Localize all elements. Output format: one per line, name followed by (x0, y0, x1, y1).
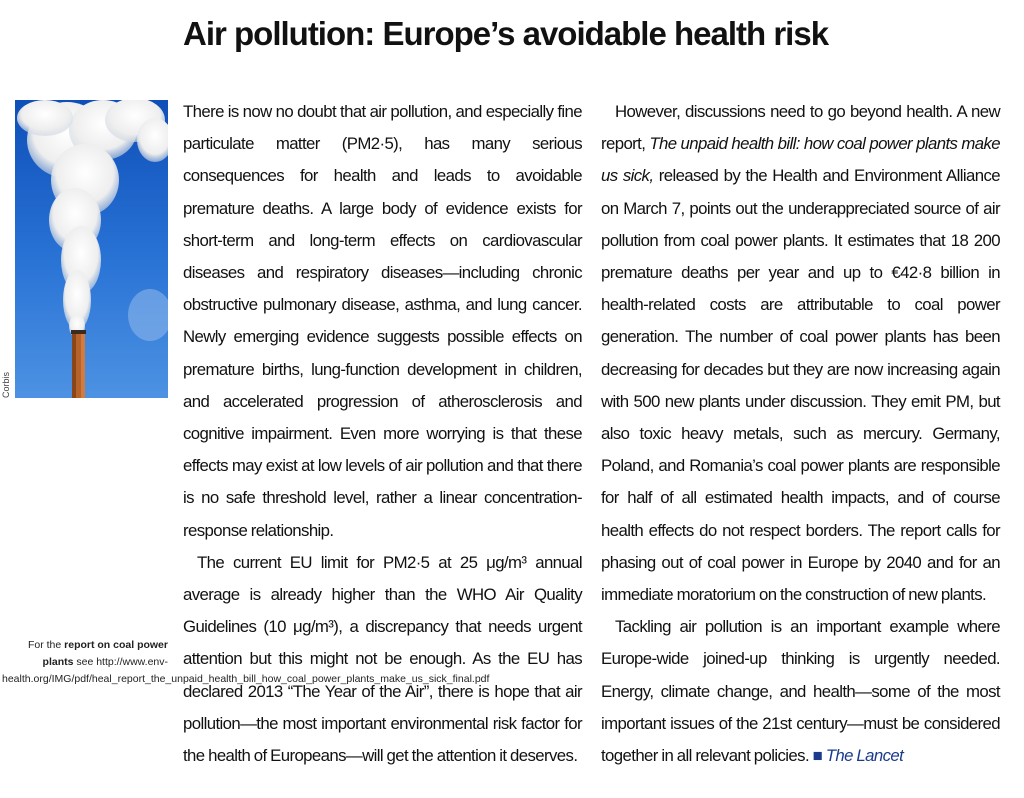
signoff-square-icon: ■ (812, 746, 823, 766)
article-headline: Air pollution: Europe’s avoidable health risk (183, 15, 829, 52)
right-column (601, 96, 1000, 772)
smokestack-photo (15, 100, 168, 398)
signoff (813, 746, 904, 765)
paragraph-text: released by the Health and Environment Alliance on March 7, points out the underappreciated source of air pollution from coal power plants. It estimates that 18 200 premature deaths per year and up to €42·8 billion in health-related costs are attributable to coal power generation. The number of coal power plants has been decreasing for decades but they are now increasing again with 500 new plants under discussion. They emit PM, but also toxic heavy metals, such as mercury. Germany, Poland, and Romania’s coal power plants are responsible for half of all estimated health impacts, and of course health effects do not respect borders. The report calls for phasing out of coal power in Europe by 2040 and for an immediate moratorium on the construction of new plants. (601, 166, 1000, 605)
photo-credit: Corbis (1, 371, 11, 398)
sidenote (2, 637, 490, 687)
paragraph: The current EU limit for PM2·5 at 25 μg/m³ annual average is already higher than the WHO Air Quality Guidelines (10 μg/m³), a discrepancy that needs urgent attention but this might not be enough. As the EU has declared 2013 “The Year of the Air”, there is hope that air pollution—the most important environmental risk factor for the health of Europeans—will get the attention it deserves. (183, 552, 582, 766)
sidenote-url: see http://www.env-health.org/IMG/pdf/heal_report_the_unpaid_health_bill_how_coal_power_plants_make_us_sick_final.pdf (2, 655, 490, 685)
sidenote-prefix: For the (27, 639, 65, 651)
paragraph (601, 611, 1000, 772)
report-title: The unpaid health bill: how coal power plants make us sick, (601, 134, 1000, 186)
paragraph (601, 96, 1000, 611)
left-column (183, 96, 582, 772)
paragraph-text: However, discussions need to go beyond health. A new report, (601, 102, 1000, 154)
sidenote-bold: report on coal power plants (42, 639, 168, 668)
paragraph-text: Tackling air pollution is an important example where Europe-wide joined-up thinking is urgently needed. Energy, climate change, and health—some of the most important issues of the 21st century—must be considered together in all relevant policies. (601, 617, 1000, 766)
signoff-text: The Lancet (825, 746, 904, 766)
paragraph: There is now no doubt that air pollution, and especially fine particulate matter (PM2·5), has many serious consequences for health and leads to avoidable premature deaths. A large body of evidence exists for short-term and long-term effects on cardiovascular diseases and respiratory diseases—including chronic obstructive pulmonary disease, asthma, and lung cancer. Newly emerging evidence suggests possible effects on premature births, lung-function development in children, and accelerated progression of atherosclerosis and cognitive impairment. Even more worrying is that these effects may exist at low levels of air pollution and that there is no safe threshold level, rather a linear concentration-response relationship. (183, 102, 582, 540)
